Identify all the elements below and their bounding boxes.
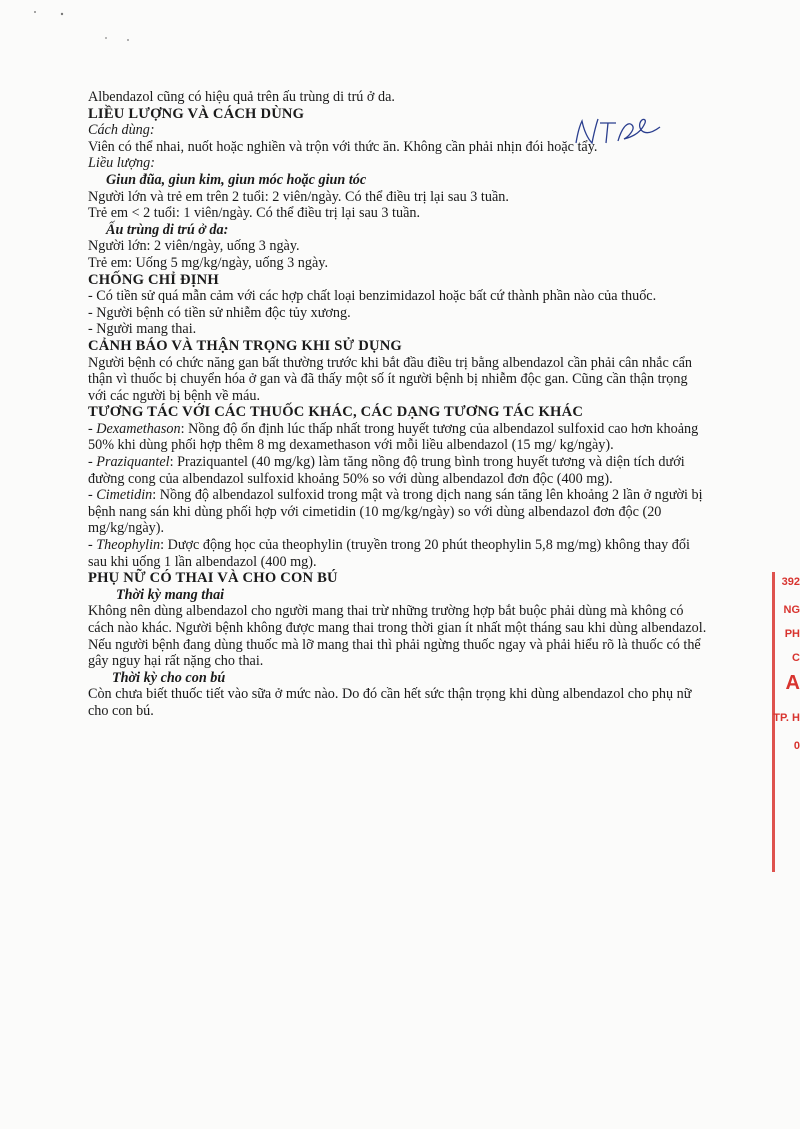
stamp-text: 392	[781, 576, 800, 588]
warning-text: Người bệnh có chức năng gan bất thường trước khi bắt đầu điều trị bằng albendazol cần phải cân nhắc cẩn thận vì thuốc bị chuyển hóa ở gan và đã thấy một số ít người bệnh bị nhiễm độc gan. Cũng cần thận trọng với các người bị bệnh về máu.	[88, 354, 693, 404]
stamp-text: PH	[784, 628, 800, 640]
worms-label: Giun đũa, giun kim, giun móc hoặc giun tóc	[106, 171, 367, 188]
heading-warnings: CẢNH BÁO VÀ THẬN TRỌNG KHI SỬ DỤNG	[88, 337, 402, 354]
pregnancy-text: Không nên dùng albendazol cho người mang thai trừ những trường hợp bắt buộc phải dùng mà không có cách nào khác. Người bệnh không được mang thai trong thời gian ít nhất một tháng sau khi dùng albendazol. Nếu người bệnh đang dùng thuốc mà lỡ mang thai thì phải ngừng thuốc ngay và phải hiểu rõ là thuốc có thể gây nguy hại rất nặng cho thai.	[88, 603, 707, 670]
drug-name: Cimetidin	[96, 487, 153, 504]
scan-specks	[0, 0, 800, 60]
pregnancy-label: Thời kỳ mang thai	[116, 586, 225, 603]
drug-name: Praziquantel	[96, 454, 170, 471]
heading-pregnancy: PHỤ NỮ CÓ THAI VÀ CHO CON BÚ	[88, 570, 338, 587]
interaction-item: - Theophylin: Dược động học của theophylin (truyền trong 20 phút theophylin 5,8 mg/mg) không thay đổi sau khi uống 1 lần albendazol (400 mg).	[88, 537, 690, 570]
heading-interactions: TƯƠNG TÁC VỚI CÁC THUỐC KHÁC, CÁC DẠNG TƯƠNG TÁC KHÁC	[88, 404, 584, 421]
intro-text: Albendazol cũng có hiệu quả trên ấu trùng di trú ở da.	[88, 89, 395, 105]
stamp-text: C	[792, 652, 800, 664]
interaction-text: : Nồng độ ổn định lúc thấp nhất trong huyết tương của albendazol sulfoxid cao hơn khoảng 50% khi dùng phối hợp thêm 8 mg dexamethason với mỗi liều albendazol (15 mg/ kg/ngày).	[88, 420, 699, 454]
interaction-item: - Dexamethason: Nồng độ ổn định lúc thấp nhất trong huyết tương của albendazol sulfoxid cao hơn khoảng 50% khi dùng phối hợp thêm 8 mg dexamethason với mỗi liều albendazol (15 mg/ kg/ngày).	[88, 420, 699, 454]
interaction-item: - Praziquantel: Praziquantel (40 mg/kg) làm tăng nồng độ trung bình trong huyết tương và diện tích dưới đường cong của albendazol sulfoxid khoảng 50% so với dùng albendazol đơn độc (400 mg).	[88, 454, 685, 487]
stamp-text: 0	[793, 740, 800, 752]
worms-line: Trẻ em < 2 tuổi: 1 viên/ngày. Có thể điều trị lại sau 3 tuần.	[88, 205, 421, 222]
heading-dosage: LIỀU LƯỢNG VÀ CÁCH DÙNG	[88, 105, 305, 122]
lactation-label: Thời kỳ cho con bú	[112, 669, 226, 686]
dose-label: Liều lượng:	[88, 155, 155, 172]
drug-name: Theophylin	[96, 537, 161, 554]
contra-item: - Người bệnh có tiền sử nhiễm độc tủy xương.	[88, 304, 351, 321]
drug-name: Dexamethason	[96, 420, 181, 437]
larvae-line: Người lớn: 2 viên/ngày, uống 3 ngày.	[88, 238, 300, 255]
method-label: Cách dùng:	[88, 122, 155, 139]
larvae-line: Trẻ em: Uống 5 mg/kg/ngày, uống 3 ngày.	[88, 254, 328, 271]
larvae-label: Ấu trùng di trú ở da:	[106, 221, 229, 238]
interaction-text: : Dược động học của theophylin (truyền trong 20 phút theophylin 5,8 mg/mg) không thay đổi sau khi uống 1 lần albendazol (400 mg).	[88, 537, 690, 570]
red-stamp-edge	[772, 572, 800, 872]
lactation-text: Còn chưa biết thuốc tiết vào sữa ở mức nào. Do đó cần hết sức thận trọng khi dùng albendazol cho phụ nữ cho con bú.	[88, 686, 692, 719]
stamp-text: TP. H	[773, 712, 800, 724]
worms-line: Người lớn và trẻ em trên 2 tuổi: 2 viên/ngày. Có thể điều trị lại sau 3 tuần.	[88, 188, 509, 205]
stamp-text: NG	[783, 604, 800, 616]
interaction-text: : Nồng độ albendazol sulfoxid trong mật và trong dịch nang sán tăng lên khoảng 2 lần ở người bị bệnh nang sán khi dùng phối hợp với cimetidin (10 mg/kg/ngày) so với dùng albendazol đơn độc (20 mg/kg/ngày).	[88, 487, 703, 537]
document-body	[88, 89, 708, 720]
interaction-item: - Cimetidin: Nồng độ albendazol sulfoxid trong mật và trong dịch nang sán tăng lên khoảng 2 lần ở người bị bệnh nang sán khi dùng phối hợp với cimetidin (10 mg/kg/ngày) so với dùng albendazol đơn độc (20 mg/kg/ngày).	[88, 487, 703, 537]
heading-contraindications: CHỐNG CHỈ ĐỊNH	[88, 271, 219, 288]
method-text: Viên có thể nhai, nuốt hoặc nghiền và trộn với thức ăn. Không cần phải nhịn đói hoặc tẩy.	[88, 138, 598, 155]
stamp-text: A	[785, 672, 800, 694]
contra-item: - Người mang thai.	[88, 321, 197, 338]
interaction-text: : Praziquantel (40 mg/kg) làm tăng nồng độ trung bình trong huyết tương và diện tích dưới đường cong của albendazol sulfoxid khoảng 50% so với dùng albendazol đơn độc (400 mg).	[88, 454, 685, 487]
contra-item: - Có tiền sử quá mẫn cảm với các hợp chất loại benzimidazol hoặc bất cứ thành phần nào của thuốc.	[88, 288, 657, 305]
